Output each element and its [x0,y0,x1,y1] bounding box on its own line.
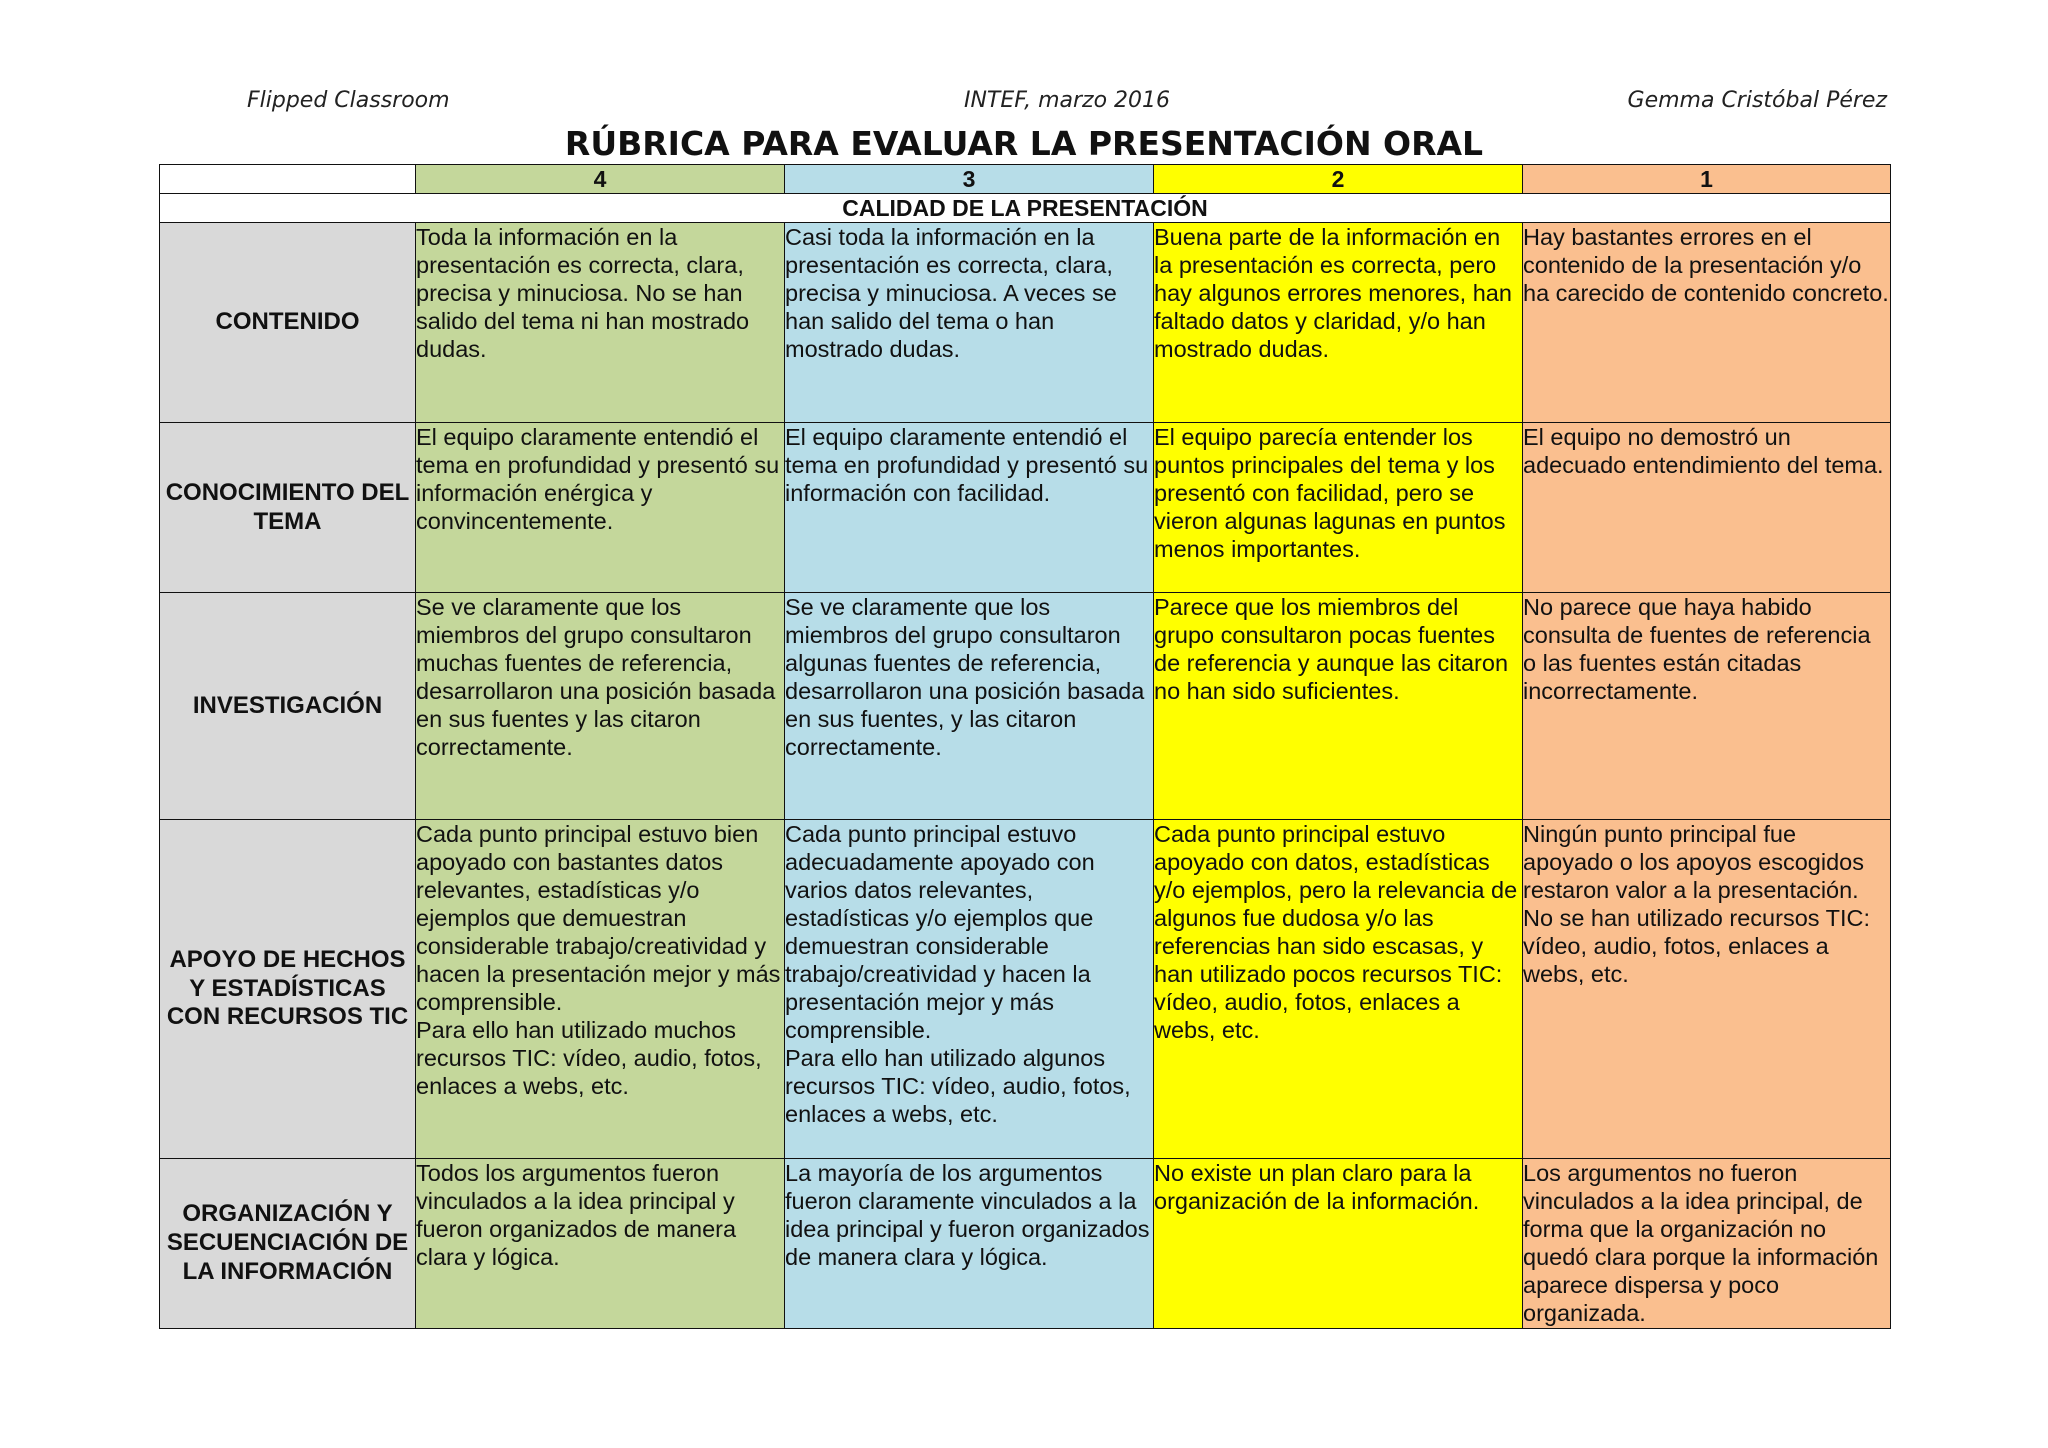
section-band-row [160,194,1891,223]
descriptor-cell: No parece que haya habido consulta de fuentes de referencia o las fuentes están citadas incorrectamente. [1523,593,1891,820]
criterion-label: ORGANIZACIÓN Y SECUENCIACIÓN DE LA INFORMACIÓN [160,1159,416,1329]
descriptor-cell: El equipo claramente entendió el tema en profundidad y presentó su información enérgica y convincentemente. [416,423,785,593]
score-header-2: 2 [1154,165,1523,194]
score-header-3: 3 [785,165,1154,194]
page-title: RÚBRICA PARA EVALUAR LA PRESENTACIÓN ORAL [564,124,1484,163]
descriptor-cell: Cada punto principal estuvo adecuadamente apoyado con varios datos relevantes, estadísticas y/o ejemplos que demuestran considerable trabajo/creatividad y hacen la presentación mejor y más comprensible. Para ello han utilizado algunos recursos TIC: vídeo, audio, fotos, enlaces a webs, etc. [785,820,1154,1159]
table-row [160,1159,1891,1329]
score-header-1: 1 [1523,165,1891,194]
header-date: INTEF, marzo 2016 [963,88,1171,113]
table-row [160,593,1891,820]
descriptor-cell: No existe un plan claro para la organización de la información. [1154,1159,1523,1329]
descriptor-cell: Toda la información en la presentación es correcta, clara, precisa y minuciosa. No se han salido del tema ni han mostrado dudas. [416,223,785,423]
descriptor-cell: Los argumentos no fueron vinculados a la idea principal, de forma que la organización no quedó clara porque la información aparece dispersa y poco organizada. [1523,1159,1891,1329]
descriptor-cell: Se ve claramente que los miembros del grupo consultaron muchas fuentes de referencia, desarrollaron una posición basada en sus fuentes y las citaron correctamente. [416,593,785,820]
descriptor-cell: La mayoría de los argumentos fueron claramente vinculados a la idea principal y fueron organizados de manera clara y lógica. [785,1159,1154,1329]
descriptor-cell: Hay bastantes errores en el contenido de la presentación y/o ha carecido de contenido concreto. [1523,223,1891,423]
section-band-title: CALIDAD DE LA PRESENTACIÓN [160,194,1891,223]
descriptor-cell: Se ve claramente que los miembros del grupo consultaron algunas fuentes de referencia, desarrollaron una posición basada en sus fuentes, y las citaron correctamente. [785,593,1154,820]
criterion-label: CONTENIDO [160,223,416,423]
header-course: Flipped Classroom [247,88,450,113]
descriptor-cell: Cada punto principal estuvo apoyado con datos, estadísticas y/o ejemplos, pero la relevancia de algunos fue dudosa y/o las referencias han sido escasas, y han utilizado pocos recursos TIC: vídeo, audio, fotos, enlaces a webs, etc. [1154,820,1523,1159]
page-header [247,88,1887,118]
criterion-label: CONOCIMIENTO DEL TEMA [160,423,416,593]
descriptor-cell: El equipo no demostró un adecuado entendimiento del tema. [1523,423,1891,593]
criterion-label: APOYO DE HECHOS Y ESTADÍSTICAS CON RECURSOS TIC [160,820,416,1159]
criterion-label: INVESTIGACIÓN [160,593,416,820]
table-row [160,223,1891,423]
rubric-table [159,164,1891,1329]
descriptor-cell: Buena parte de la información en la presentación es correcta, pero hay algunos errores menores, han faltado datos y claridad, y/o han mostrado dudas. [1154,223,1523,423]
descriptor-cell: Casi toda la información en la presentación es correcta, clara, precisa y minuciosa. A veces se han salido del tema o han mostrado dudas. [785,223,1154,423]
descriptor-cell: Parece que los miembros del grupo consultaron pocas fuentes de referencia y aunque las citaron no han sido suficientes. [1154,593,1523,820]
score-header-4: 4 [416,165,785,194]
corner-cell [160,165,416,194]
descriptor-cell: El equipo parecía entender los puntos principales del tema y los presentó con facilidad, pero se vieron algunas lagunas en puntos menos importantes. [1154,423,1523,593]
header-author: Gemma Cristóbal Pérez [1627,88,1887,113]
score-header-row [160,165,1891,194]
descriptor-cell: Cada punto principal estuvo bien apoyado con bastantes datos relevantes, estadísticas y/o ejemplos que demuestran considerable trabajo/creatividad y hacen la presentación mejor y más comprensible. Para ello han utilizado muchos recursos TIC: vídeo, audio, fotos, enlaces a webs, etc. [416,820,785,1159]
descriptor-cell: Ningún punto principal fue apoyado o los apoyos escogidos restaron valor a la presentación. No se han utilizado recursos TIC: vídeo, audio, fotos, enlaces a webs, etc. [1523,820,1891,1159]
descriptor-cell: Todos los argumentos fueron vinculados a la idea principal y fueron organizados de manera clara y lógica. [416,1159,785,1329]
table-row [160,423,1891,593]
table-row [160,820,1891,1159]
descriptor-cell: El equipo claramente entendió el tema en profundidad y presentó su información con facilidad. [785,423,1154,593]
